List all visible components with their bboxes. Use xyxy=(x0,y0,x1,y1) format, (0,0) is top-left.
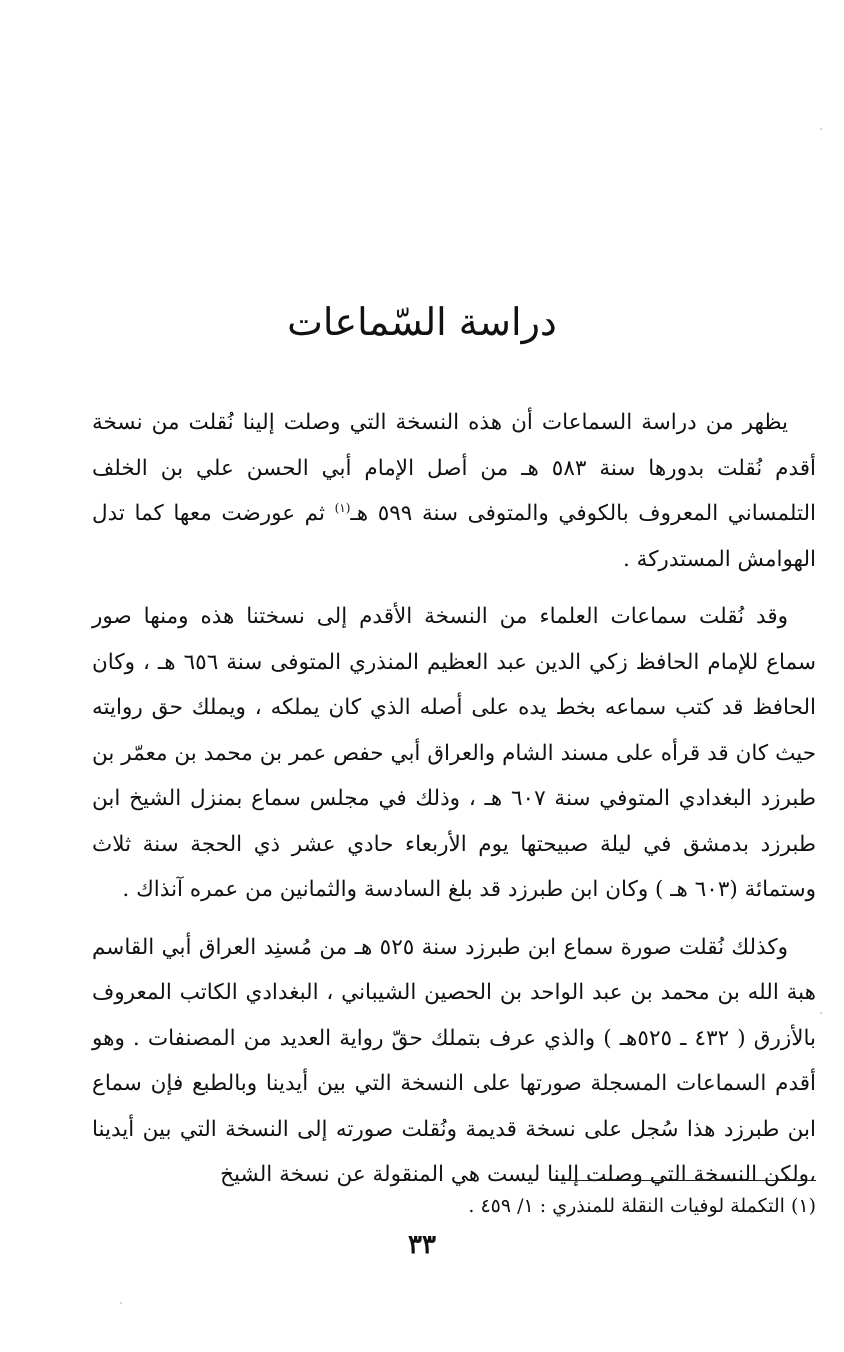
paragraph-2: وقد نُقلت سماعات العلماء من النسخة الأقدم إلى نسختنا هذه ومنها صور سماع للإمام الحافظ زكي الدين عبد العظيم المنذري المتوفى سنة ٦٥٦ هـ ، وكان الحافظ قد كتب سماعه بخط يده على أصله الذي كان يملكه ، ويملك حق روايته حيث كان قد قرأه على مسند الشام والعراق أبي حفص عمر بن محمد بن معمّر بن طبرزد البغدادي المتوفي سنة ٦٠٧ هـ ، وذلك في مجلس سماع بمنزل الشيخ ابن طبرزد بدمشق في ليلة صبيحتها يوم الأربعاء حادي عشر ذي الحجة سنة ثلاث وستمائة (٦٠٣ هـ ) وكان ابن طبرزد قد بلغ السادسة والثمانين من عمره آنذاك . xyxy=(92,604,817,902)
scan-speck xyxy=(120,1302,122,1304)
footnote-divider xyxy=(554,1180,816,1181)
paragraph-1-text-continued: ثم عورضت معها كما تدل الهوامش المستدركة . xyxy=(92,501,816,572)
page-title: دراسة السّماعات xyxy=(287,300,557,344)
scan-speck xyxy=(820,128,822,130)
paragraph-1-text: يظهر من دراسة السماعات أن هذه النسخة التي وصلت إلينا نُقلت من نسخة أقدم نُقلت بدورها سنة ٥٨٣ هـ من أصل الإمام أبي الحسن علي بن الخلف التلمساني المعروف بالكوفي والمتوفى سنة ٥٩٩ هـ xyxy=(92,410,816,526)
paragraph-1 xyxy=(92,400,816,582)
footnote: (١) التكملة لوفيات النقلة للمنذري : ١/ ٤٥٩ . xyxy=(468,1195,816,1217)
page-number: ٣٣ xyxy=(408,1230,436,1260)
scan-speck xyxy=(820,1012,822,1014)
footnote-reference[interactable]: (١) xyxy=(334,500,351,515)
paragraph-3: وكذلك نُقلت صورة سماع ابن طبرزد سنة ٥٢٥ هـ من مُسنِد العراق أبي القاسم هبة الله بن محمد بن عبد الواحد بن الحصين الشيباني ، البغدادي الكاتب المعروف بالأزرق ( ٤٣٢ ـ ٥٢٥هـ ) والذي عرف بتملك حقّ رواية العديد من المصنفات . وهو أقدم السماعات المسجلة صورتها على النسخة التي بين أيدينا وبالطبع فإن سماع ابن طبرزد هذا سُجل على نسخة قديمة ونُقلت صورته إلى النسخة التي بين أيدينا ،ولكن النسخة التي وصلت إلينا ليست هي المنقولة عن نسخة الشيخ xyxy=(92,934,816,1187)
main-text xyxy=(92,400,816,1198)
